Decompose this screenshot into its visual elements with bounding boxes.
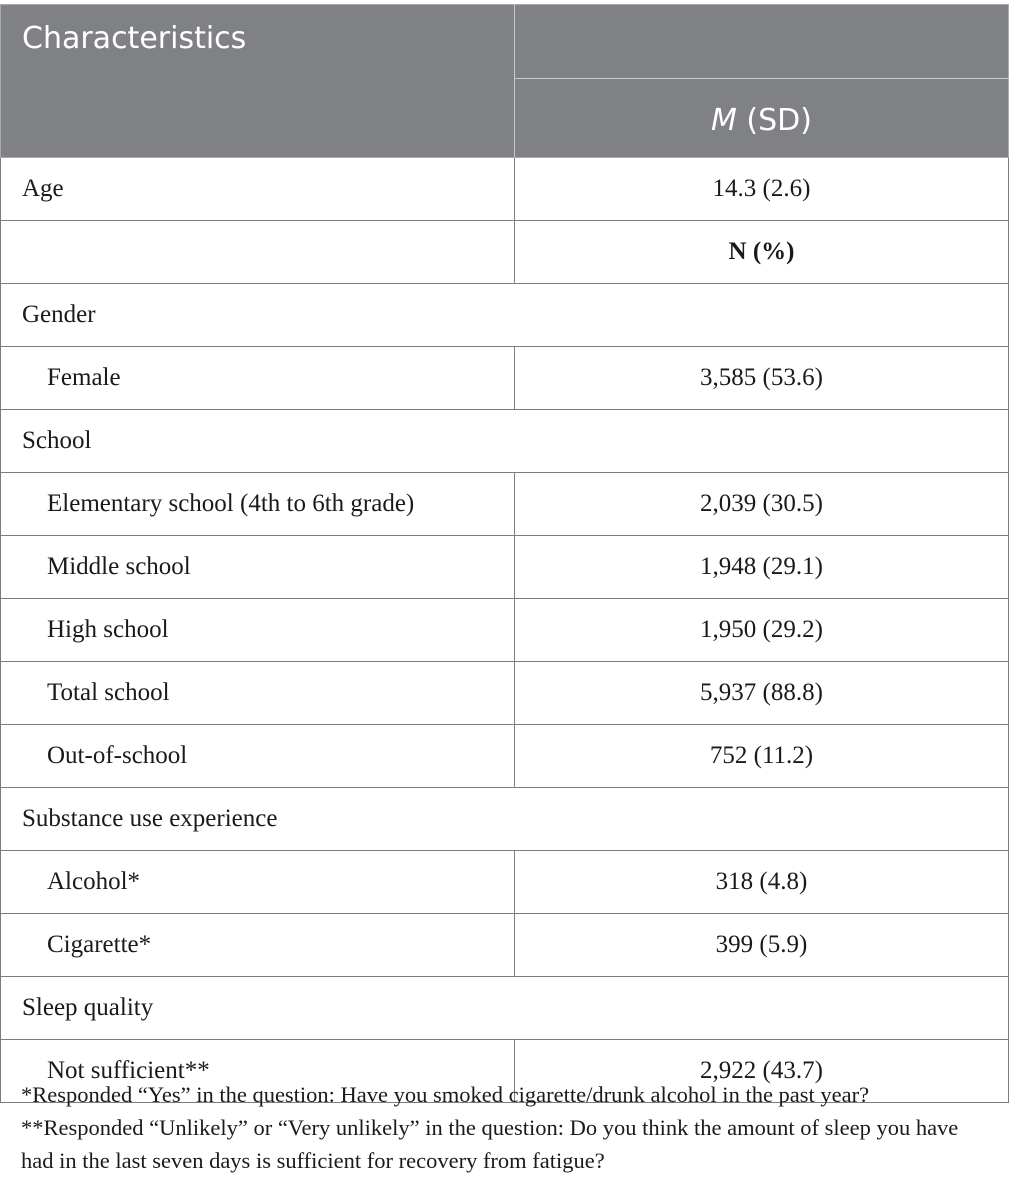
row-label: Middle school bbox=[1, 536, 515, 599]
table-row-sleep-section bbox=[1, 977, 1009, 1040]
row-value: 1,948 (29.1) bbox=[515, 536, 1009, 599]
section-label: Substance use experience bbox=[1, 788, 1009, 851]
row-label: Alcohol* bbox=[1, 851, 515, 914]
table-row-middle bbox=[1, 536, 1009, 599]
row-label bbox=[1, 221, 515, 284]
table-row-alcohol bbox=[1, 851, 1009, 914]
row-label: Age bbox=[1, 158, 515, 221]
row-value: N (%) bbox=[515, 221, 1009, 284]
row-label: High school bbox=[1, 599, 515, 662]
section-label: Sleep quality bbox=[1, 977, 1009, 1040]
table-row-high bbox=[1, 599, 1009, 662]
characteristics-table bbox=[0, 4, 1008, 1103]
row-label: Female bbox=[1, 347, 515, 410]
row-value: 1,950 (29.2) bbox=[515, 599, 1009, 662]
row-value: 3,585 (53.6) bbox=[515, 347, 1009, 410]
table-footnote: *Responded “Yes” in the question: Have you smoked cigarette/drunk alcohol in the past year? **Responded “Unlikely” or “Very unlikely” in the question: Do you think the amount of sleep you have had in the last seven days is sufficient for recovery from fatigue? bbox=[21, 1082, 959, 1173]
row-value: 14.3 (2.6) bbox=[515, 158, 1009, 221]
table-row-total-school bbox=[1, 662, 1009, 725]
header-m-label: M bbox=[711, 103, 737, 139]
row-value: 2,039 (30.5) bbox=[515, 473, 1009, 536]
table-row-female bbox=[1, 347, 1009, 410]
table-row-school-section bbox=[1, 410, 1009, 473]
table-row-out-of-school bbox=[1, 725, 1009, 788]
table-row-gender-section bbox=[1, 284, 1009, 347]
header-mean-sd bbox=[515, 79, 1009, 158]
row-value: 752 (11.2) bbox=[515, 725, 1009, 788]
row-label: Not sufficient** bbox=[1, 1040, 515, 1103]
row-value: 5,937 (88.8) bbox=[515, 662, 1009, 725]
row-label: Cigarette* bbox=[1, 914, 515, 977]
table-row-substance-section bbox=[1, 788, 1009, 851]
section-label: School bbox=[1, 410, 1009, 473]
data-table bbox=[0, 4, 1009, 1103]
row-value: 2,922 (43.7) bbox=[515, 1040, 1009, 1103]
header-characteristics: Characteristics bbox=[1, 5, 515, 158]
header-empty-cell bbox=[515, 5, 1009, 79]
header-sd-label: (SD) bbox=[736, 103, 812, 139]
table-row-elementary bbox=[1, 473, 1009, 536]
table-row-age bbox=[1, 158, 1009, 221]
row-label: Elementary school (4th to 6th grade) bbox=[1, 473, 515, 536]
table-row-cigarette bbox=[1, 914, 1009, 977]
row-value: 399 (5.9) bbox=[515, 914, 1009, 977]
section-label: Gender bbox=[1, 284, 1009, 347]
row-label: Out-of-school bbox=[1, 725, 515, 788]
row-label: Total school bbox=[1, 662, 515, 725]
header-row-top bbox=[1, 5, 1009, 79]
table-row-n-percent-header bbox=[1, 221, 1009, 284]
row-value: 318 (4.8) bbox=[515, 851, 1009, 914]
